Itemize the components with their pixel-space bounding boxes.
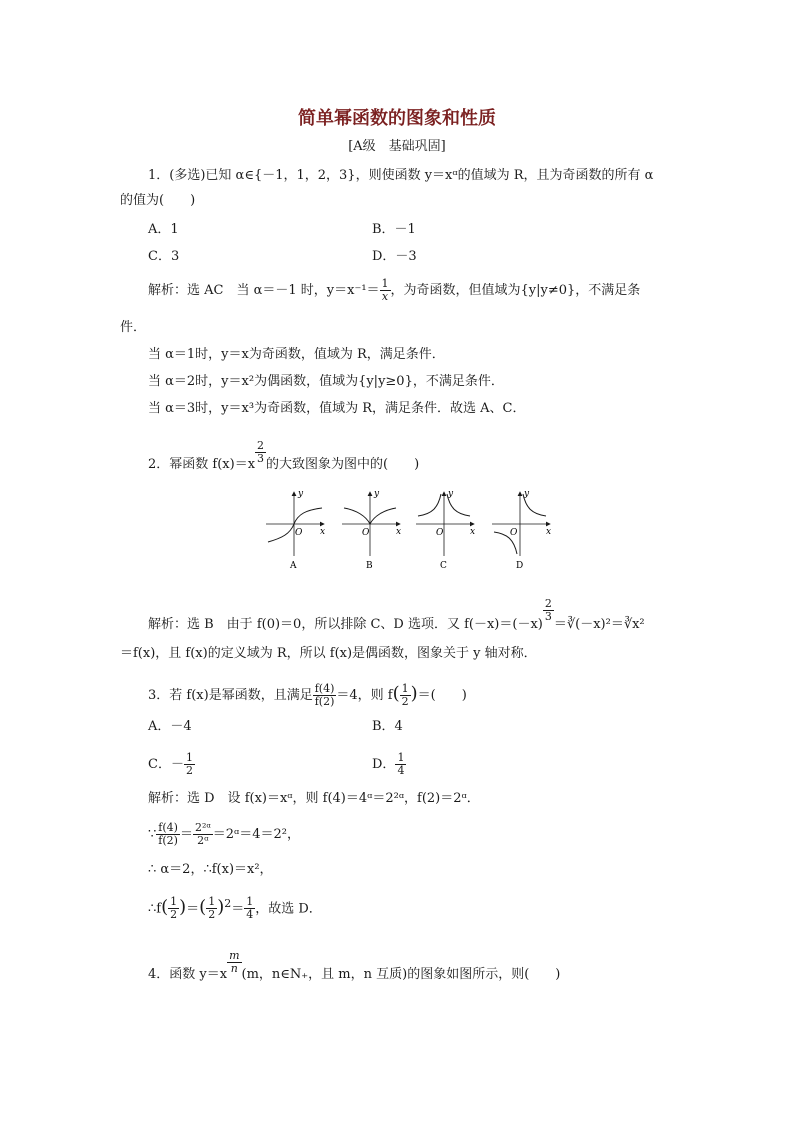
origin-label: O — [436, 528, 444, 538]
fraction-denominator: 3 — [257, 452, 265, 465]
q3-stem-text-end: ＝( ) — [417, 688, 467, 703]
graph-d — [492, 489, 551, 571]
square-exponent: 2 — [224, 897, 232, 910]
q1-option-d: D．－3 — [372, 249, 417, 264]
fraction-denominator: 2 — [170, 908, 178, 922]
q3-solution-line2 — [148, 822, 300, 847]
fraction-numerator: 1 — [208, 895, 216, 909]
q2-stem-text-rest: 的大致图象为图中的( ) — [266, 457, 420, 472]
q3-solution-arg — [168, 896, 179, 921]
paren-left: ( — [392, 683, 400, 704]
graph-label-d: D — [516, 561, 524, 571]
fraction-denominator: f(2) — [314, 695, 335, 708]
q4-stem — [148, 950, 560, 983]
q2-solution-line1 — [148, 598, 645, 633]
fraction-numerator: 1 — [401, 682, 409, 695]
fraction-numerator: 2 — [257, 439, 265, 452]
q3-solution-rest: ＝2ᵅ＝4＝2²， — [212, 827, 300, 842]
q1-solution-line3: 当 α＝2时，y＝x²为偶函数，值域为{y|y≥0}，不满足条件． — [148, 374, 504, 389]
q1-solution-cont: 件． — [120, 320, 147, 335]
q2-solution-text: 解析：选 B 由于 f(0)＝0，所以排除 C、D 选项．又 f(－x)＝(－x) — [148, 617, 543, 632]
axis-label-x: x — [320, 527, 326, 537]
q3-solution-line3: ∴ α＝2，∴f(x)＝x²， — [148, 862, 273, 877]
fraction-numerator: m — [229, 949, 240, 962]
q2-stem — [148, 440, 419, 473]
q2-graph-options — [262, 486, 562, 576]
page-title: 简单幂函数的图象和性质 — [298, 108, 496, 129]
q2-stem-text: 2．幂函数 f(x)＝x — [148, 457, 256, 472]
fraction-numerator: 2 — [544, 597, 552, 610]
axis-label-y: y — [524, 489, 530, 499]
equals-sign: ＝ — [179, 827, 193, 842]
option-d-fraction — [395, 752, 406, 777]
q3-solution-base — [206, 896, 217, 921]
because-symbol: ∵ — [148, 827, 157, 842]
axis-label-y: y — [298, 489, 304, 499]
q4-exponent — [227, 950, 241, 975]
q4-stem-text-rest: (m，n∈N₊，且 m，n 互质)的图象如图所示，则( ) — [241, 967, 561, 982]
fraction-denominator: f(2) — [158, 834, 178, 847]
fraction-denominator: x — [381, 290, 389, 303]
fraction-denominator: 2ᵅ — [197, 834, 209, 847]
equals-sign: ＝ — [231, 901, 245, 917]
q3-option-d — [372, 752, 406, 777]
paren-right: ) — [179, 896, 187, 918]
q1-solution-fraction — [380, 278, 391, 303]
axis-label-y: y — [374, 489, 380, 499]
fraction-denominator: 2 — [185, 764, 193, 777]
q3-solution-result — [244, 896, 255, 921]
option-prefix: C．－ — [148, 757, 184, 772]
equals-sign: ＝ — [186, 901, 200, 917]
fraction-denominator: 4 — [246, 908, 254, 922]
fraction-denominator: 3 — [544, 610, 552, 623]
option-c-fraction — [184, 752, 195, 777]
q2-exponent — [255, 440, 266, 465]
option-prefix: D． — [372, 757, 396, 772]
q3-option-c — [148, 752, 195, 777]
fraction-numerator: 1 — [381, 277, 389, 290]
q3-option-a: A．－4 — [148, 719, 192, 734]
graph-b — [342, 489, 401, 571]
paren-left: ( — [199, 896, 207, 918]
q1-stem-line1: 1．(多选)已知 α∈{－1，1，2，3}，则使函数 y＝xᵅ的值域为 R，且为奇函数的所有 α — [148, 168, 654, 183]
q1-solution-line4: 当 α＝3时，y＝x³为奇函数，值域为 R，满足条件．故选 A、C． — [148, 401, 526, 416]
therefore-text: ∴f — [148, 901, 162, 917]
axis-label-x: x — [470, 527, 476, 537]
origin-label: O — [510, 528, 518, 538]
q3-stem-text: 3．若 f(x)是幂函数，且满足 — [148, 688, 313, 703]
section-level: [A级 基础巩固] — [348, 139, 446, 154]
fraction-denominator: 2 — [208, 908, 216, 922]
fraction-numerator: f(4) — [314, 682, 335, 695]
q3-option-b: B．4 — [372, 719, 403, 734]
fraction-numerator: 1 — [185, 751, 193, 764]
axis-label-x: x — [396, 527, 402, 537]
q3-argument — [400, 683, 411, 708]
q1-stem-line2: 的值为( ) — [120, 193, 196, 208]
fraction-numerator: 2²ᵅ — [194, 821, 211, 834]
q3-solution-end: ，故选 D． — [255, 901, 322, 917]
q4-stem-text: 4．函数 y＝x — [148, 967, 228, 982]
q3-stem-text-mid: ＝4，则 f — [336, 688, 393, 703]
graph-a — [266, 489, 325, 571]
origin-label: O — [362, 528, 370, 538]
fraction-denominator: n — [230, 962, 238, 975]
q2-solution-line2: ＝f(x)，且 f(x)的定义域为 R，所以 f(x)是偶函数，图象关于 y 轴对称． — [120, 646, 537, 661]
q1-option-b: B．－1 — [372, 222, 416, 237]
q1-solution-text-rest: ，为奇函数，但值域为{y|y≠0}，不满足条 — [390, 283, 641, 298]
fraction-denominator: 2 — [401, 695, 409, 708]
graph-c — [416, 489, 475, 571]
origin-label: O — [295, 528, 303, 538]
axis-label-x: x — [546, 527, 552, 537]
paren-right: ) — [410, 683, 418, 704]
q3-solution-line1: 解析：选 D 设 f(x)＝xᵅ，则 f(4)＝4ᵅ＝2²ᵅ，f(2)＝2ᵅ． — [148, 791, 480, 806]
q3-stem-fraction — [313, 683, 337, 708]
q2-solution-roots: ＝∛(－x)²＝∛x² — [553, 617, 645, 632]
q3-solution-fraction-1 — [156, 822, 180, 847]
q1-solution-line1 — [148, 278, 640, 303]
fraction-numerator: 1 — [246, 895, 254, 909]
q1-option-a: A．1 — [148, 222, 179, 237]
q3-solution-fraction-2 — [193, 822, 213, 847]
axis-label-y: y — [448, 489, 454, 499]
fraction-denominator: 4 — [397, 764, 405, 777]
q2-solution-exponent — [543, 598, 554, 623]
paren-left: ( — [161, 896, 169, 918]
graph-label-a: A — [290, 561, 297, 571]
q1-solution-line2: 当 α＝1时，y＝x为奇函数，值域为 R，满足条件． — [148, 347, 445, 362]
graph-label-c: C — [440, 561, 447, 571]
q1-option-c: C．3 — [148, 249, 180, 264]
fraction-numerator: f(4) — [158, 821, 178, 834]
paren-right: ) — [217, 896, 225, 918]
q3-stem — [148, 683, 467, 708]
graph-label-b: B — [366, 561, 373, 571]
fraction-numerator: 1 — [397, 751, 405, 764]
fraction-numerator: 1 — [170, 895, 178, 909]
q3-solution-line4 — [148, 896, 322, 921]
q1-solution-text: 解析：选 AC 当 α＝－1 时，y＝x⁻¹＝ — [148, 283, 380, 298]
